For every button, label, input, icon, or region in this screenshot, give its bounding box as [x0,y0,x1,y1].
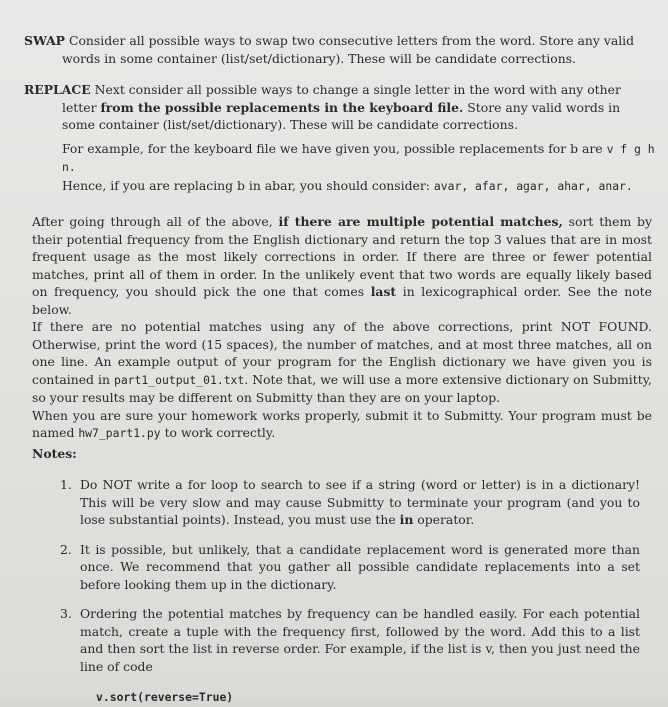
replace-text-1: Next consider all possible ways to change a single letter in the word with any other [94,82,621,97]
replace-example-words: avar, afar, agar, ahar, anar. [433,178,633,193]
output-filename: part1_output_01.txt [113,372,245,387]
note-item [32,476,656,529]
note-text: Do NOT write a for loop to search to see if a string (word or letter) is in a dictionary! This will be very slow and may cause Submitty to terminate your program (and you to lose substantial points). Instead, you must use the [80,477,640,527]
note-item [32,541,656,594]
output-paragraph [32,318,652,407]
notes-list [32,476,656,675]
sorting-paragraph [32,213,652,318]
submit-text-2: to work correctly. [160,425,276,440]
output-text-1: If there are no potential matches using any of the above corrections, print NOT FOUND. Otherwise, print the word (15 spaces), the number of matches, and at most three matches, all on one line. An example output of your program for the English dictionary we have given you is contained in [32,319,652,387]
note-text-end: operator. [413,512,475,527]
sorting-text-bold: if there are multiple potential matches, [278,214,563,229]
replace-paragraph [24,81,656,134]
submit-paragraph [32,407,652,443]
notes-heading: Notes: [32,445,77,461]
note-bold: in [399,512,414,527]
code-snippet: v.sort(reverse=True) [96,690,234,704]
replace-example-text: For example, for the keyboard file we have given you, possible replacements for b are [62,140,607,156]
swap-text-2: words in some container (list/set/dictionary). These will be candidate corrections. [62,50,576,66]
swap-paragraph [24,32,656,67]
replace-text-2-bold: from the possible replacements in the keyboard file. [100,99,464,115]
note-number: 1. [60,477,72,492]
instructions-body [24,213,656,443]
note-text: Ordering the potential matches by frequency can be handled easily. For each potential match, create a tuple with the frequency first, followed by the word. Add this to a list and then sort the list in reverse order. For example, if the list is v, then you just need the line of code [80,606,640,674]
note-number: 2. [60,541,72,557]
note-item [32,605,656,675]
submit-text-1: When you are sure your homework works properly, submit it to Submitty. Your program must be named [32,407,652,440]
sorting-text-2: sort them by their potential frequency from the English dictionary and return the top 3 values that are in most frequent usage as the most likely corrections in order. If there are three or fewer potential matches, print all of them in order. In the unlikely event that two words are equally likely based on frequency, you should pick the one that comes [32,214,652,299]
replace-example-chars: v f g h n. [62,141,655,174]
swap-term: SWAP [24,33,66,48]
replace-text-3: some container (list/set/dictionary). These will be candidate corrections. [62,117,518,132]
note-number: 3. [60,606,72,621]
output-text-2: . Note that, we will use a more extensive dictionary on Submitty, so your results may be different on Submitty than they are on your laptop. [32,371,652,405]
swap-text-1: Consider all possible ways to swap two consecutive letters from the word. Store any valid [68,33,635,48]
replace-text-2b: Store any valid words in [463,99,621,115]
replace-example2-text: Hence, if you are replacing b in abar, you should consider: [62,177,434,193]
sorting-text-1: After going through all of the above, [32,214,279,229]
replace-text-2a: letter [62,99,101,115]
sorting-text-last: last [370,284,397,299]
replace-example [24,140,656,196]
notes-section [24,445,656,707]
replace-term: REPLACE [24,82,91,97]
sorting-text-3: in lexicographical order. See the note below. [32,284,652,317]
note-text: It is possible, but unlikely, that a candidate replacement word is generated more than once. We recommend that you gather all possible candidate replacements into a set before looking them up in the dictionary. [80,541,640,592]
submit-filename: hw7_part1.py [78,426,161,440]
